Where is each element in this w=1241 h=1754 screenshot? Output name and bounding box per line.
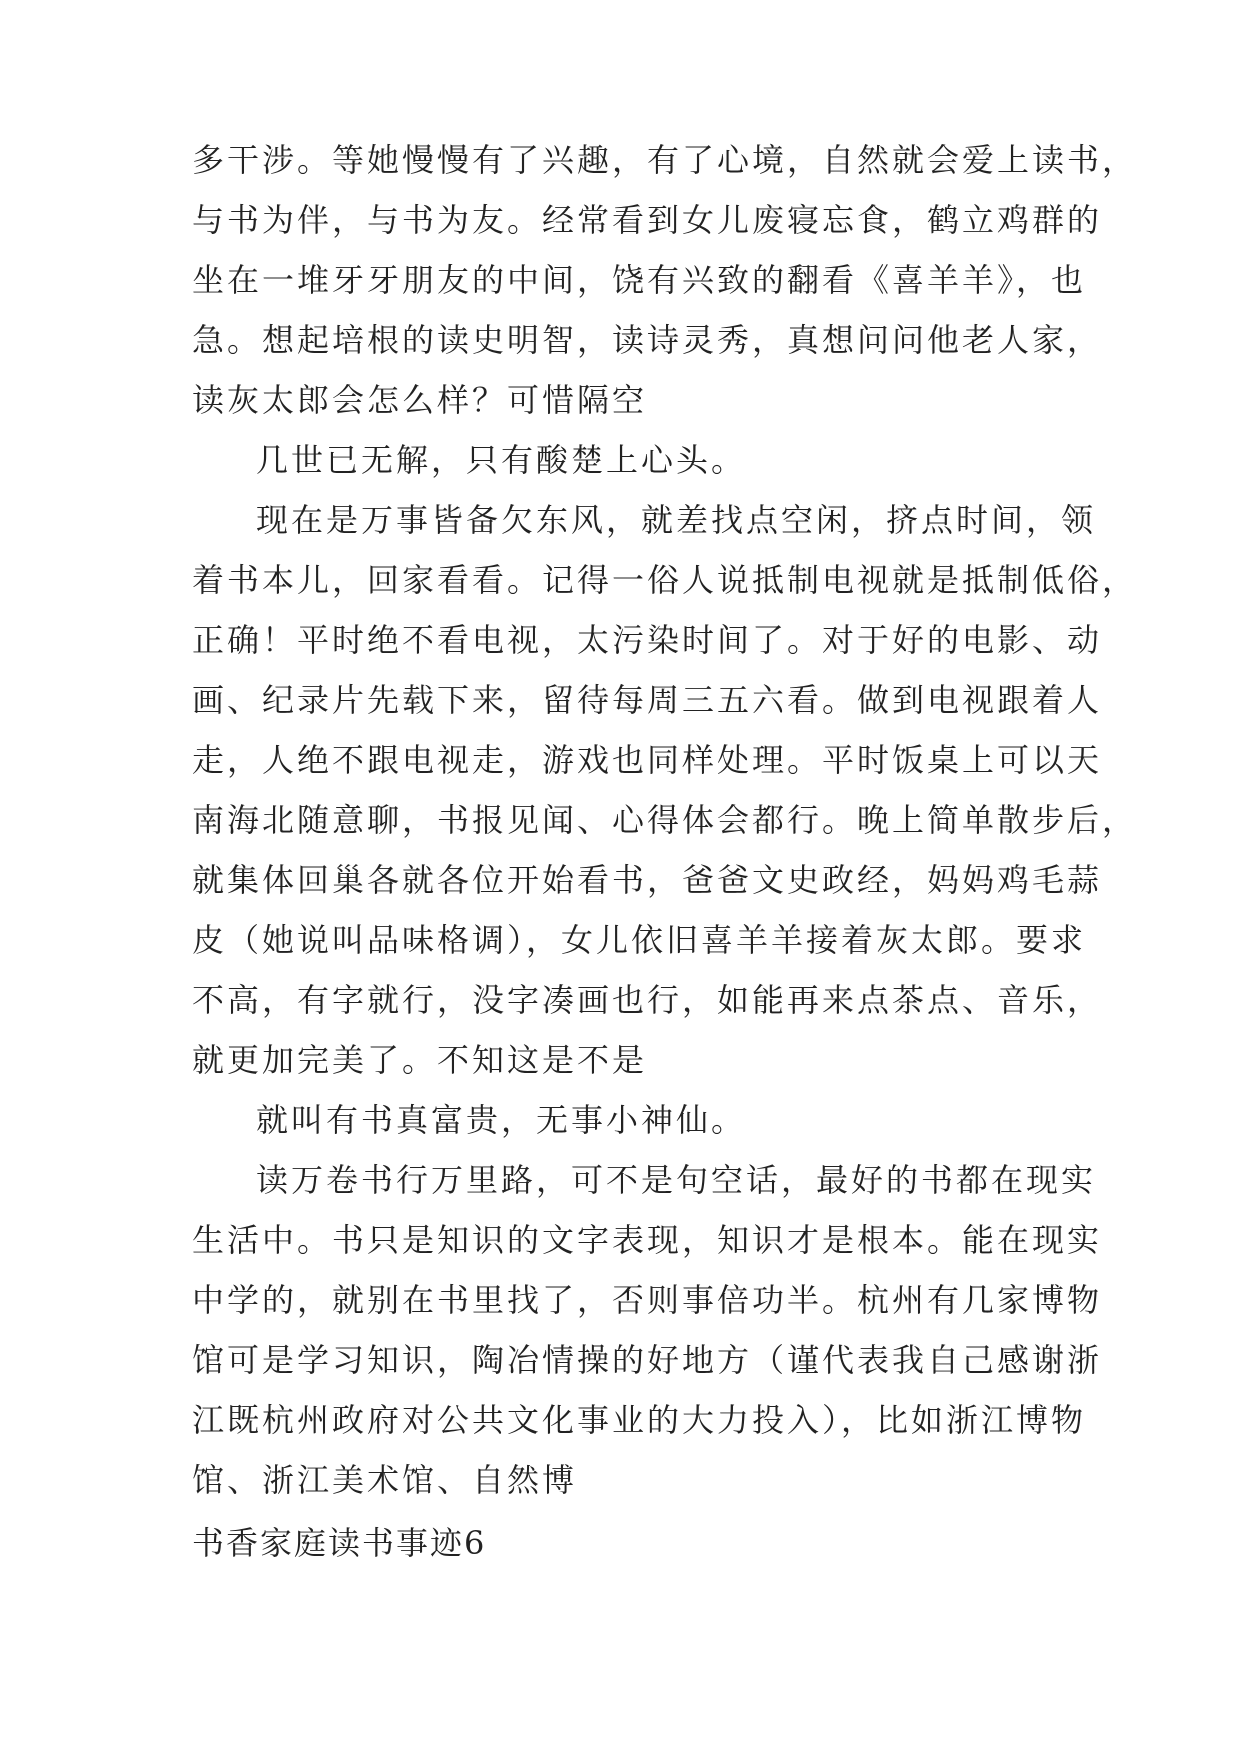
section-heading: 书香家庭读书事迹6 <box>192 1524 487 1562</box>
text-line: 中学的，就别在书里找了，否则事倍功半。杭州有几家博物 <box>192 1281 1103 1319</box>
text-line: 生活中。书只是知识的文字表现，知识才是根本。能在现实 <box>192 1221 1103 1259</box>
text-line: 南海北随意聊，书报见闻、心得体会都行。晚上简单散步后， <box>192 801 1138 839</box>
text-line: 正确！平时绝不看电视，太污染时间了。对于好的电影、动 <box>192 621 1103 659</box>
text-line: 就更加完美了。不知这是不是 <box>192 1041 648 1079</box>
paragraph <box>192 490 1138 1090</box>
text-line: 走，人绝不跟电视走，游戏也同样处理。平时饭桌上可以天 <box>192 741 1103 779</box>
text-line: 就叫有书真富贵，无事小神仙。 <box>256 1101 747 1139</box>
text-line: 江既杭州政府对公共文化事业的大力投入），比如浙江博物 <box>192 1401 1087 1439</box>
text-line: 与书为伴，与书为友。经常看到女儿废寝忘食，鹤立鸡群的 <box>192 201 1103 239</box>
text-line: 皮（她说叫品味格调），女儿依旧喜羊羊接着灰太郎。要求 <box>192 921 1087 959</box>
paragraph <box>192 130 1138 430</box>
text-line: 读万卷书行万里路，可不是句空话，最好的书都在现实 <box>256 1161 1097 1199</box>
text-line: 画、纪录片先载下来，留待每周三五六看。做到电视跟着人 <box>192 681 1103 719</box>
text-line: 馆可是学习知识，陶冶情操的好地方（谨代表我自己感谢浙 <box>192 1341 1103 1379</box>
text-line: 现在是万事皆备欠东风，就差找点空闲，挤点时间，领 <box>256 501 1097 539</box>
text-line: 馆、浙江美术馆、自然博 <box>192 1461 578 1499</box>
text-line: 坐在一堆牙牙朋友的中间，饶有兴致的翻看《喜羊羊》，也 <box>192 261 1087 299</box>
text-line: 读灰太郎会怎么样？可惜隔空 <box>192 381 648 419</box>
text-line: 几世已无解，只有酸楚上心头。 <box>256 441 747 479</box>
text-line: 多干涉。等她慢慢有了兴趣，有了心境，自然就会爱上读书， <box>192 141 1138 179</box>
paragraph <box>192 1090 1072 1150</box>
paragraph <box>192 1150 1103 1510</box>
text-line: 不高，有字就行，没字凑画也行，如能再来点茶点、音乐， <box>192 981 1103 1019</box>
document-body <box>192 130 1138 1510</box>
paragraph <box>192 430 1072 490</box>
text-line: 就集体回巢各就各位开始看书，爸爸文史政经，妈妈鸡毛蒜 <box>192 861 1103 899</box>
text-line: 急。想起培根的读史明智，读诗灵秀，真想问问他老人家， <box>192 321 1103 359</box>
text-line: 着书本儿，回家看看。记得一俗人说抵制电视就是抵制低俗， <box>192 561 1138 599</box>
